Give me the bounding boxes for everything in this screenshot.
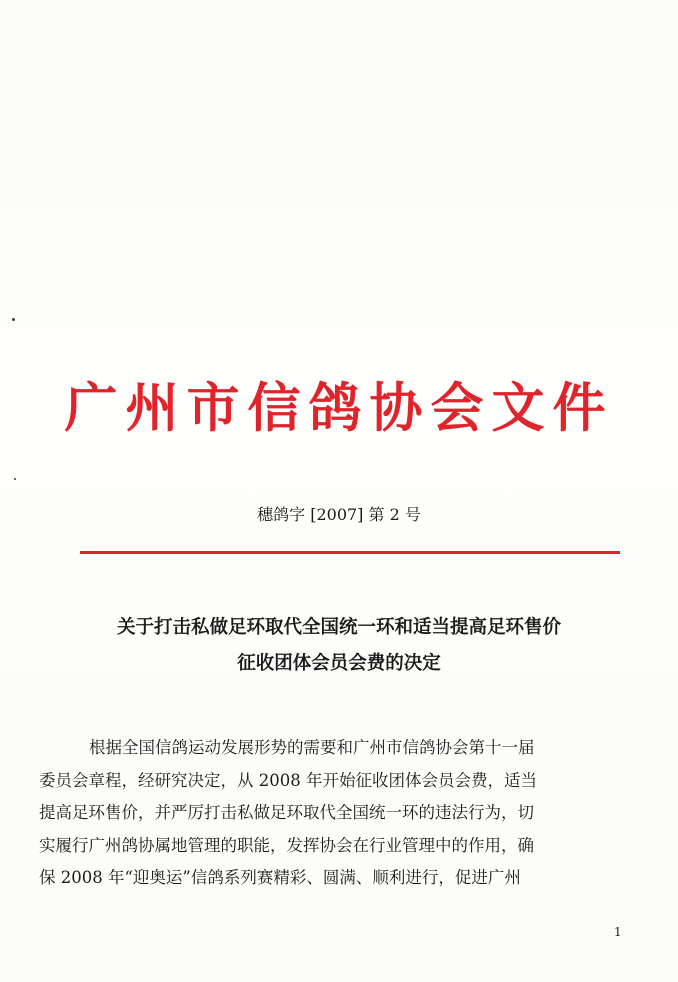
page-number: 1 xyxy=(614,925,622,939)
body-line: 保 2008 年“迎奥运”信鸽系列赛精彩、圆满、顺利进行，促进广州 xyxy=(39,868,521,888)
body-paragraph xyxy=(39,732,613,895)
scan-speck xyxy=(14,478,16,480)
heading-line: 征收团体会员会费的决定 xyxy=(237,653,441,674)
masthead-title: 广州市信鸽协会文件 xyxy=(64,377,614,439)
body-line: 根据全国信鸽运动发展形势的需要和广州市信鸽协会第十一届 xyxy=(89,738,535,757)
scan-speck xyxy=(12,318,15,321)
body-line: 委员会章程，经研究决定，从 2008 年开始征收团体会员会费，适当 xyxy=(39,770,537,790)
red-divider-line xyxy=(80,551,620,554)
body-line: 实履行广州鸽协属地管理的职能，发挥协会在行业管理中的作用，确 xyxy=(39,835,534,855)
document-heading xyxy=(40,610,638,682)
body-line: 提高足环售价，并严厉打击私做足环取代全国统一环的违法行为，切 xyxy=(39,803,534,823)
heading-line: 关于打击私做足环取代全国统一环和适当提高足环售价 xyxy=(116,617,561,638)
document-number: 穗鸽字 [2007] 第 2 号 xyxy=(257,505,421,524)
